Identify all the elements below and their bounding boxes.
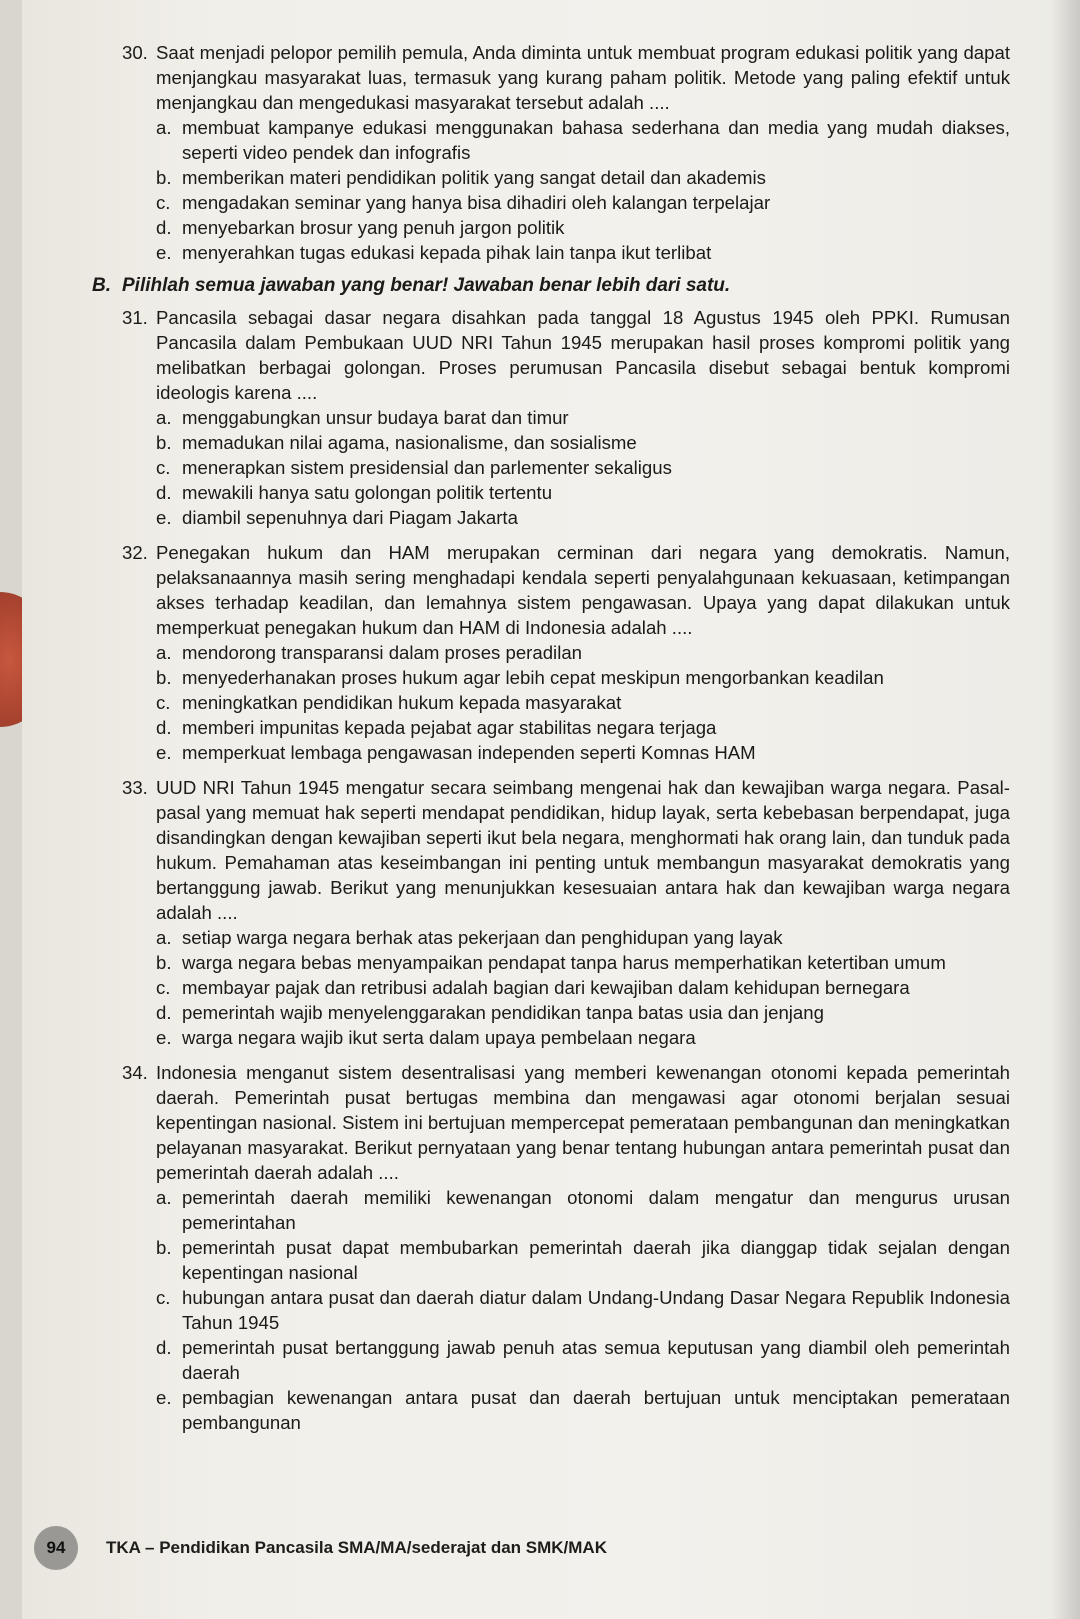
question xyxy=(122,540,1010,765)
option-list xyxy=(156,925,1010,1050)
option-letter: c. xyxy=(156,977,171,998)
option-letter: d. xyxy=(156,1002,172,1023)
option-text: memberikan materi pendidikan politik yang sangat detail dan akademis xyxy=(182,167,766,188)
answer-option xyxy=(156,975,1010,1000)
option-text: menerapkan sistem presidensial dan parlementer sekaligus xyxy=(182,457,672,478)
option-list xyxy=(156,115,1010,265)
answer-option xyxy=(156,455,1010,480)
book-page xyxy=(22,0,1080,1619)
question xyxy=(122,40,1010,265)
question-text: Saat menjadi pelopor pemilih pemula, Anda diminta untuk membuat program edukasi politik yang dapat menjangkau masyarakat luas, termasuk yang kurang paham politik. Metode yang paling efektif untuk menjangkau dan mengedukasi masyarakat tersebut adalah .... xyxy=(156,42,1010,113)
question xyxy=(122,305,1010,530)
section-b-heading xyxy=(92,275,1010,297)
answer-option xyxy=(156,1185,1010,1235)
option-letter: e. xyxy=(156,507,172,528)
section-letter: B. xyxy=(92,275,111,296)
question-number: 32. xyxy=(122,542,148,563)
option-list xyxy=(156,640,1010,765)
answer-option xyxy=(156,950,1010,975)
option-letter: a. xyxy=(156,1187,172,1208)
option-text: pemerintah wajib menyelenggarakan pendidikan tanpa batas usia dan jenjang xyxy=(182,1002,824,1023)
answer-option xyxy=(156,1025,1010,1050)
option-letter: b. xyxy=(156,167,172,188)
answer-option xyxy=(156,1285,1010,1335)
option-text: menggabungkan unsur budaya barat dan timur xyxy=(182,407,569,428)
option-letter: a. xyxy=(156,407,172,428)
question-list-a xyxy=(122,40,1010,265)
option-text: mewakili hanya satu golongan politik tertentu xyxy=(182,482,553,503)
option-text: membuat kampanye edukasi menggunakan bahasa sederhana dan media yang mudah diakses, seperti video pendek dan infografis xyxy=(182,117,1010,163)
page-number: 94 xyxy=(34,1526,78,1570)
answer-option xyxy=(156,1385,1010,1435)
option-letter: b. xyxy=(156,667,172,688)
option-letter: c. xyxy=(156,692,171,713)
option-text: mendorong transparansi dalam proses peradilan xyxy=(182,642,583,663)
option-text: meningkatkan pendidikan hukum kepada masyarakat xyxy=(182,692,622,713)
answer-option xyxy=(156,480,1010,505)
option-letter: e. xyxy=(156,242,172,263)
option-letter: b. xyxy=(156,432,172,453)
option-list xyxy=(156,405,1010,530)
option-letter: b. xyxy=(156,1237,172,1258)
answer-option xyxy=(156,1335,1010,1385)
question-stem xyxy=(122,540,1010,640)
page-shadow xyxy=(1050,0,1080,1619)
option-letter: b. xyxy=(156,952,172,973)
option-text: pemerintah pusat bertanggung jawab penuh atas semua keputusan yang diambil oleh pemerintah daerah xyxy=(182,1337,1010,1383)
option-text: warga negara wajib ikut serta dalam upaya pembelaan negara xyxy=(182,1027,696,1048)
question-stem xyxy=(122,305,1010,405)
option-text: hubungan antara pusat dan daerah diatur dalam Undang-Undang Dasar Negara Republik Indonesia Tahun 1945 xyxy=(182,1287,1010,1333)
option-text: membayar pajak dan retribusi adalah bagian dari kewajiban dalam kehidupan bernegara xyxy=(182,977,910,998)
question-stem xyxy=(122,775,1010,925)
question-text: Pancasila sebagai dasar negara disahkan pada tanggal 18 Agustus 1945 oleh PPKI. Rumusan Pancasila dalam Pembukaan UUD NRI Tahun 1945 merupakan hasil proses kompromi politik yang melibatkan berbagai golongan. Proses perumusan Pancasila disebut sebagai bentuk kompromi ideologis karena .... xyxy=(156,307,1010,403)
page-footer xyxy=(34,1526,607,1570)
option-text: pembagian kewenangan antara pusat dan daerah bertujuan untuk menciptakan pemerataan pembangunan xyxy=(182,1387,1010,1433)
option-letter: c. xyxy=(156,1287,171,1308)
answer-option xyxy=(156,665,1010,690)
option-letter: d. xyxy=(156,482,172,503)
option-text: pemerintah daerah memiliki kewenangan otonomi dalam mengatur dan mengurus urusan pemerintahan xyxy=(182,1187,1010,1233)
option-list xyxy=(156,1185,1010,1435)
option-letter: e. xyxy=(156,1387,172,1408)
option-text: mengadakan seminar yang hanya bisa dihadiri oleh kalangan terpelajar xyxy=(182,192,771,213)
option-letter: c. xyxy=(156,457,171,478)
option-letter: d. xyxy=(156,717,172,738)
answer-option xyxy=(156,405,1010,430)
question-list-b xyxy=(122,305,1010,1435)
option-letter: a. xyxy=(156,642,172,663)
question-number: 34. xyxy=(122,1062,148,1083)
option-text: pemerintah pusat dapat membubarkan pemerintah daerah jika dianggap tidak sejalan dengan kepentingan nasional xyxy=(182,1237,1010,1283)
answer-option xyxy=(156,190,1010,215)
answer-option xyxy=(156,740,1010,765)
question-text: Penegakan hukum dan HAM merupakan cerminan dari negara yang demokratis. Namun, pelaksanaannya masih sering menghadapi kendala seperti penyalahgunaan kekuasaan, ketimpangan akses terhadap keadilan, dan lemahnya sistem pengawasan. Upaya yang dapat dilakukan untuk memperkuat penegakan hukum dan HAM di Indonesia adalah .... xyxy=(156,542,1010,638)
question-number: 33. xyxy=(122,777,148,798)
section-instruction: Pilihlah semua jawaban yang benar! Jawaban benar lebih dari satu. xyxy=(122,275,731,296)
option-text: menyebarkan brosur yang penuh jargon politik xyxy=(182,217,565,238)
question-stem xyxy=(122,40,1010,115)
option-letter: c. xyxy=(156,192,171,213)
footer-title: TKA – Pendidikan Pancasila SMA/MA/sederajat dan SMK/MAK xyxy=(106,1538,607,1557)
answer-option xyxy=(156,640,1010,665)
option-letter: d. xyxy=(156,1337,172,1358)
answer-option xyxy=(156,925,1010,950)
question-stem xyxy=(122,1060,1010,1185)
option-letter: e. xyxy=(156,742,172,763)
answer-option xyxy=(156,115,1010,165)
answer-option xyxy=(156,715,1010,740)
option-text: diambil sepenuhnya dari Piagam Jakarta xyxy=(182,507,518,528)
option-text: memberi impunitas kepada pejabat agar stabilitas negara terjaga xyxy=(182,717,717,738)
question xyxy=(122,1060,1010,1435)
option-letter: a. xyxy=(156,117,172,138)
option-text: setiap warga negara berhak atas pekerjaan dan penghidupan yang layak xyxy=(182,927,783,948)
answer-option xyxy=(156,215,1010,240)
option-letter: a. xyxy=(156,927,172,948)
option-letter: e. xyxy=(156,1027,172,1048)
answer-option xyxy=(156,1235,1010,1285)
option-letter: d. xyxy=(156,217,172,238)
option-text: menyederhanakan proses hukum agar lebih cepat meskipun mengorbankan keadilan xyxy=(182,667,884,688)
answer-option xyxy=(156,690,1010,715)
option-text: warga negara bebas menyampaikan pendapat tanpa harus memperhatikan ketertiban umum xyxy=(182,952,946,973)
answer-option xyxy=(156,240,1010,265)
question xyxy=(122,775,1010,1050)
question-text: Indonesia menganut sistem desentralisasi yang memberi kewenangan otonomi kepada pemerintah daerah. Pemerintah pusat bertugas membina dan mengawasi agar otonomi berjalan sesuai kepentingan nasional. Sistem ini bertujuan mempercepat pemerataan pembangunan dan meningkatkan pelayanan masyarakat. Berikut pernyataan yang benar tentang hubungan antara pemerintah pusat dan pemerintah daerah adalah .... xyxy=(156,1062,1010,1183)
option-text: memadukan nilai agama, nasionalisme, dan sosialisme xyxy=(182,432,637,453)
answer-option xyxy=(156,505,1010,530)
option-text: menyerahkan tugas edukasi kepada pihak lain tanpa ikut terlibat xyxy=(182,242,712,263)
option-text: memperkuat lembaga pengawasan independen seperti Komnas HAM xyxy=(182,742,756,763)
question-number: 31. xyxy=(122,307,148,328)
answer-option xyxy=(156,1000,1010,1025)
question-number: 30. xyxy=(122,42,148,63)
answer-option xyxy=(156,165,1010,190)
question-text: UUD NRI Tahun 1945 mengatur secara seimbang mengenai hak dan kewajiban warga negara. Pasal-pasal yang memuat hak seperti mendapat pendidikan, hidup layak, serta kebebasan berpendapat, juga disandingkan dengan kewajiban seperti ikut bela negara, menghormati hak orang lain, dan tunduk pada hukum. Pemahaman atas keseimbangan ini penting untuk membangun masyarakat demokratis yang bertanggung jawab. Berikut yang menunjukkan kesesuaian antara hak dan kewajiban warga negara adalah .... xyxy=(156,777,1010,923)
answer-option xyxy=(156,430,1010,455)
